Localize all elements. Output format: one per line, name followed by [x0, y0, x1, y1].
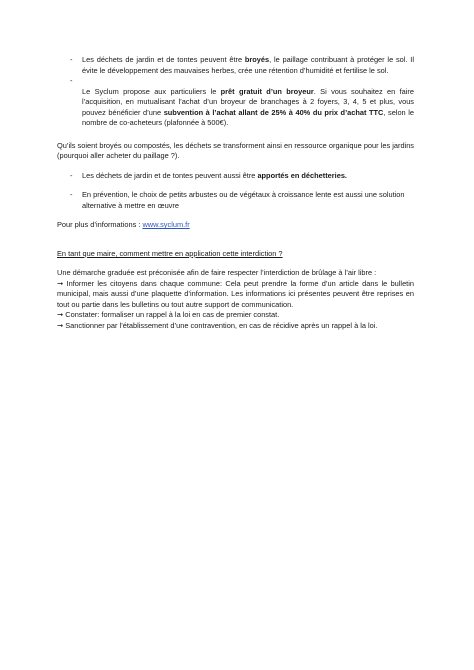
bullet-text-part: Les déchets de jardin et de tontes peuvent aussi être — [82, 170, 258, 180]
syclum-bold-pret: prêt gratuit d’un broyeur — [220, 86, 314, 96]
bullet-syclum — [57, 76, 414, 87]
syclum-bold-subvention: subvention à l’achat allant de 25% à 40% du prix d’achat TTC — [163, 107, 384, 117]
syclum-text: Le Syclum propose aux particuliers le — [82, 86, 221, 96]
more-info-label: Pour plus d’informations : — [57, 220, 143, 230]
step-constater: ➞ Constater: formaliser un rappel à la loi en cas de premier constat. — [57, 310, 280, 320]
step-sanctionner: ➞ Sanctionner par l’établissement d’une contravention, en cas de récidive après un rappel à la loi. — [57, 320, 378, 330]
bullet-dash: - — [70, 170, 73, 180]
bullet-broyes — [57, 55, 414, 76]
bullet-text-part: Les déchets de jardin et de tontes peuvent être — [82, 55, 245, 64]
section-heading: En tant que maire, comment mettre en application cette interdiction ? — [57, 248, 283, 258]
bullet-text — [82, 55, 414, 76]
bullet-dash: - — [70, 55, 73, 64]
intro-paragraph: Qu’ils soient broyés ou compostés, les déchets se transforment ainsi en ressource organique pour les jardins (pourquoi aller acheter du paillage ?). — [57, 140, 414, 161]
demarche-intro: Une démarche graduée est préconisée afin de faire respecter l’interdiction de brûlage à l’air libre : — [57, 268, 377, 278]
bullet-text: En prévention, le choix de petits arbustes ou de végétaux à croissance lente est aussi une solution alternative à mettre en œuvre — [82, 190, 405, 210]
more-info — [57, 220, 414, 231]
bullet-bold: apportés en déchetteries. — [257, 170, 347, 180]
bullet-dash: - — [70, 190, 73, 200]
bullet-empty — [82, 76, 414, 87]
bullet-prevention — [57, 190, 414, 211]
bullet-text-part: , le paillage contribuant à protéger le sol. Il évite le développement des mauvaises herbes, crée une rétention d’humidité et fertilise le sol. — [82, 55, 414, 75]
bullet-dechetteries — [57, 171, 414, 182]
syclum-text: . Si vous souhaitez en faire l’acquisition, en mutualisant l’achat d’un broyeur de branchages à 2 foyers, 3, 4, 5 et plus, vous pouvez bénéficier d’une — [82, 86, 414, 117]
syclum-link[interactable]: www.syclum.fr — [142, 220, 190, 230]
step-informer: ➞ Informer les citoyens dans chaque commune: Cela peut prendre la forme d’un article dans le bulletin municipal, mais aussi d’une plaquette d’information. Les informations ici présentes peuvent être reprises en tout ou partie dans les bulletins ou tout autre support de communication. — [57, 278, 414, 309]
syclum-text: , selon le nombre de co-acheteurs (plafonnée à 500€). — [82, 107, 414, 128]
bullet-bold: broyés — [244, 55, 270, 64]
bullet-dash: - — [70, 76, 73, 86]
syclum-paragraph — [57, 87, 414, 129]
